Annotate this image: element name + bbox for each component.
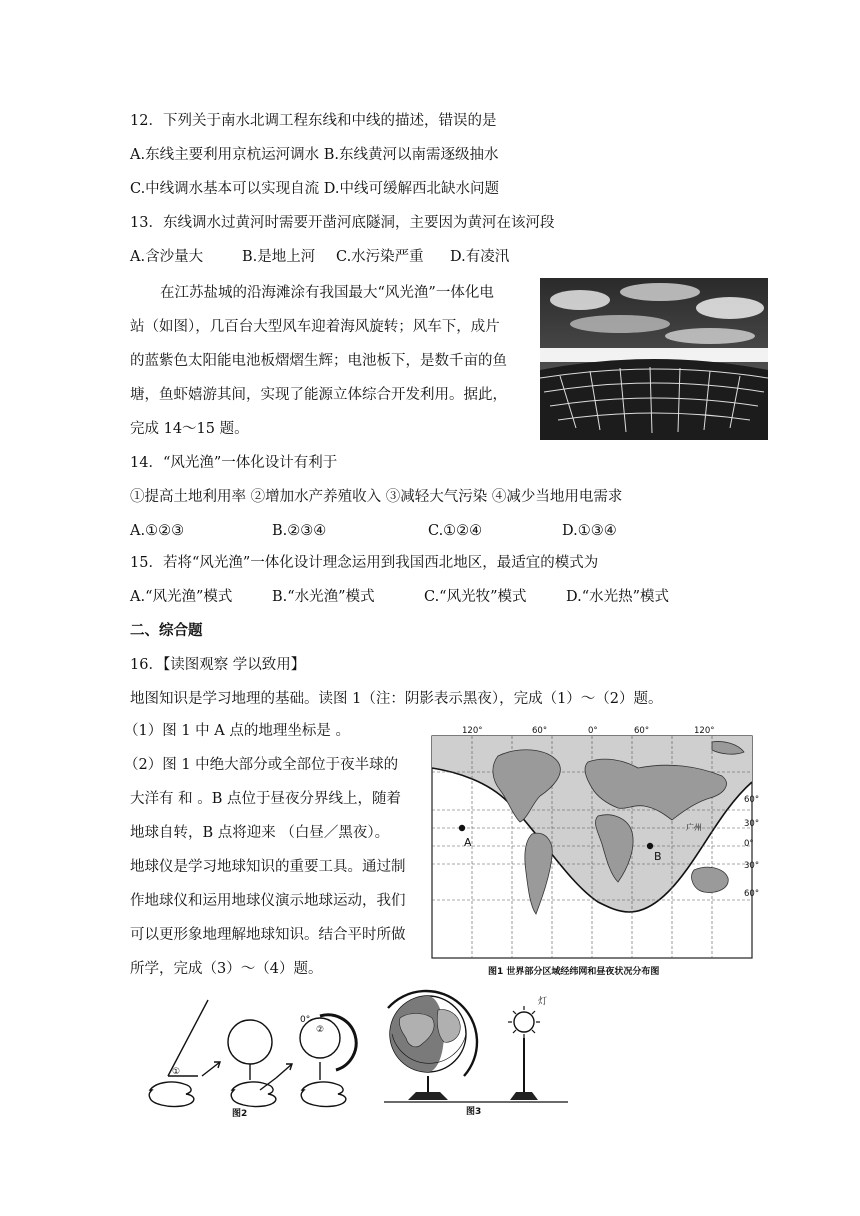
q16-line-7: 可以更形象地理解地球知识。结合平时所做 xyxy=(130,927,406,943)
q14-stem: 14．“风光渔”一体化设计有利于 xyxy=(130,455,338,471)
q15-option-b: B.“水光渔”模式 xyxy=(272,589,375,605)
point-b-label: B xyxy=(654,850,662,863)
q16-line-2: （2）图 1 中绝大部分或全部位于夜半球的 xyxy=(124,757,399,773)
q15-option-c: C.“风光牧”模式 xyxy=(424,589,527,605)
lat-label-4: 30° xyxy=(744,861,760,871)
passage-line-5: 完成 14～15 题。 xyxy=(130,421,249,437)
q16-line-3: 大洋有 和 。B 点位于昼夜分界线上，随着 xyxy=(130,791,401,807)
q15-stem: 15．若将“风光渔”一体化设计理念运用到我国西北地区，最适宜的模式为 xyxy=(130,555,599,571)
passage-line-4: 塘，鱼虾嬉游其间，实现了能源立体综合开发利用。据此， xyxy=(130,387,507,403)
fig2-mark-1: ① xyxy=(172,1067,181,1077)
figure-1-world-map xyxy=(428,722,768,978)
lat-label-1: 60° xyxy=(744,795,760,805)
q12-options-line1: A.东线主要利用京杭运河调水 B.东线黄河以南需逐级抽水 xyxy=(130,147,499,163)
passage-line-1: 在江苏盐城的沿海滩涂有我国最大“风光渔”一体化电 xyxy=(160,285,494,301)
q12-options-line2: C.中线调水基本可以实现自流 D.中线可缓解西北缺水问题 xyxy=(130,181,500,197)
q14-option-b: B.②③④ xyxy=(272,523,327,539)
q16-intro: 地图知识是学习地理的基础。读图 1（注：阴影表示黑夜），完成（1）～（2）题。 xyxy=(130,691,663,707)
q13-option-c: C.水污染严重 xyxy=(336,249,424,265)
q15-option-d: D.“水光热”模式 xyxy=(566,589,670,605)
point-a-label: A xyxy=(464,836,472,849)
q16-line-8: 所学，完成（3）～（4）题。 xyxy=(130,961,323,977)
q14-items: ①提高土地利用率 ②增加水产养殖收入 ③减轻大气污染 ④减少当地用电需求 xyxy=(130,489,623,505)
q16-line-5: 地球仪是学习地球知识的重要工具。通过制 xyxy=(130,859,406,875)
figure-2-caption: 图2 xyxy=(232,1109,248,1118)
lon-label-1: 120° xyxy=(462,726,483,736)
q16-line-4: 地球自转，B 点将迎来 （白昼／黑夜）。 xyxy=(130,825,390,841)
q15-option-a: A.“风光渔”模式 xyxy=(130,589,233,605)
q14-option-c: C.①②④ xyxy=(428,523,483,539)
lat-label-5: 60° xyxy=(744,889,760,899)
q12-stem: 12．下列关于南水北调工程东线和中线的描述，错误的是 xyxy=(130,113,497,129)
fig2-mark-2: 0° xyxy=(300,1015,311,1025)
q13-option-a: A.含沙量大 xyxy=(130,249,204,265)
passage-line-2: 站（如图），几百台大型风车迎着海风旋转；风车下，成片 xyxy=(130,319,500,335)
section-title: 二、综合题 xyxy=(130,623,203,639)
q16-title: 16．【读图观察 学以致用】 xyxy=(130,657,306,673)
guangzhou-label: 广州 xyxy=(686,823,702,832)
lon-label-3: 0° xyxy=(588,726,598,736)
q14-option-d: D.①③④ xyxy=(562,523,617,539)
lon-label-5: 120° xyxy=(694,726,715,736)
q14-option-a: A.①②③ xyxy=(130,523,185,539)
fig2-mark-3: ② xyxy=(316,1025,325,1035)
q13-option-b: B.是地上河 xyxy=(242,249,316,265)
figure-3-globe-lamp xyxy=(378,988,578,1118)
lat-label-3: 0° xyxy=(744,839,754,849)
figure-2-globe-steps xyxy=(140,992,360,1118)
passage-line-3: 的蓝紫色太阳能电池板熠熠生辉；电池板下，是数千亩的鱼 xyxy=(130,353,507,369)
lat-label-2: 30° xyxy=(744,819,760,829)
figure-3-caption: 图3 xyxy=(466,1107,482,1117)
q16-line-6: 作地球仪和运用地球仪演示地球运动，我们 xyxy=(130,893,406,909)
q13-option-d: D.有凌汛 xyxy=(450,249,510,265)
power-station-photo xyxy=(540,278,768,440)
lon-label-4: 60° xyxy=(634,726,650,736)
lon-label-2: 60° xyxy=(532,726,548,736)
q13-stem: 13．东线调水过黄河时需要开凿河底隧洞，主要因为黄河在该河段 xyxy=(130,215,555,231)
q16-line-1: （1）图 1 中 A 点的地理坐标是 。 xyxy=(124,723,350,739)
lamp-label: 灯 xyxy=(538,997,548,1007)
figure-1-caption: 图1 世界部分区域经纬网和昼夜状况分布图 xyxy=(488,967,660,977)
